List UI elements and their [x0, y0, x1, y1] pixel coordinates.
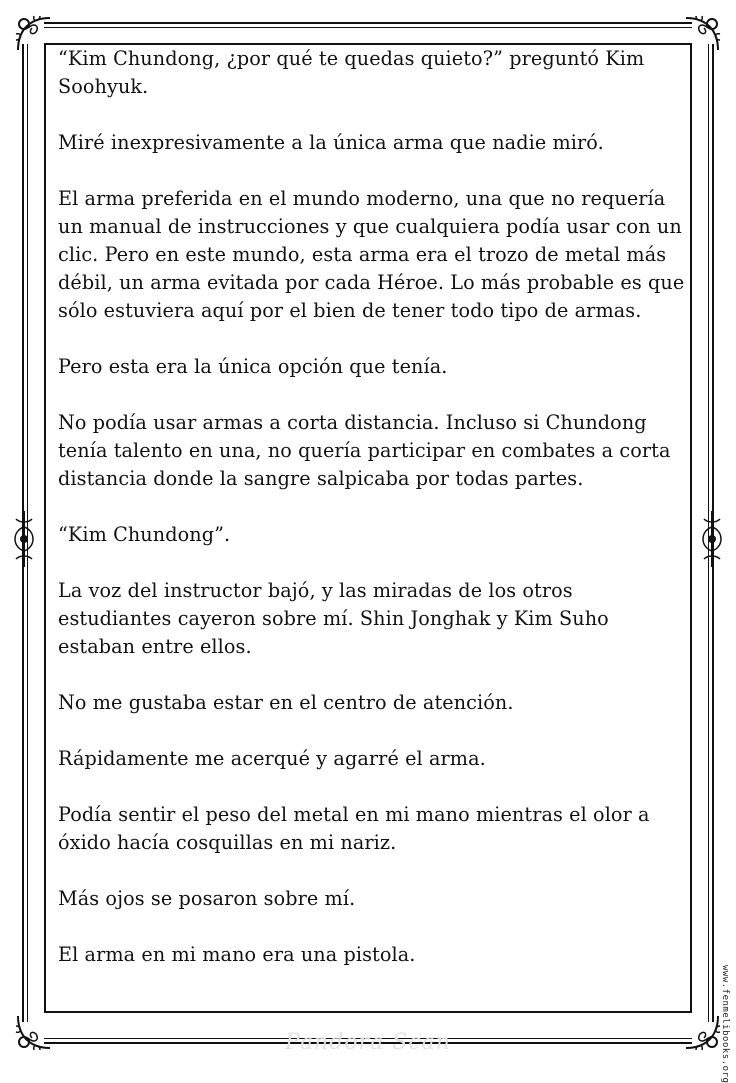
paragraph: Más ojos se posaron sobre mí.	[58, 887, 356, 910]
side-url-text: www.fenmelibooks.org	[720, 965, 730, 1083]
paragraph: El arma en mi mano era una pistola.	[58, 943, 416, 966]
paragraph: Pero esta era la única opción que tenía.	[58, 355, 448, 378]
ornamental-side-flourish-icon	[10, 509, 38, 569]
frame-rule-top	[44, 22, 692, 24]
frame-rule-top-inner	[44, 27, 692, 28]
paragraph: Podía sentir el peso del metal en mi mano mientras el olor a óxido hacía cosquillas en mi nariz.	[58, 803, 650, 854]
ornamental-side-flourish-icon	[698, 509, 726, 569]
paragraph: Rápidamente me acerqué y agarré el arma.	[58, 747, 486, 770]
paragraph: Miré inexpresivamente a la única arma que nadie miró.	[58, 131, 604, 154]
paragraph: No me gustaba estar en el centro de atención.	[58, 691, 514, 714]
paragraph: “Kim Chundong, ¿por qué te quedas quieto?” preguntó Kim Soohyuk.	[58, 47, 645, 98]
story-text	[58, 45, 686, 997]
paragraph: La voz del instructor bajó, y las miradas de los otros estudiantes cayeron sobre mí. Shin Jonghak y Kim Suho estaban entre ellos.	[58, 579, 609, 658]
paragraph: No podía usar armas a corta distancia. Incluso si Chundong tenía talento en una, no quería participar en combates a corta distancia donde la sangre salpicaba por todas partes.	[58, 411, 671, 490]
paragraph: “Kim Chundong”.	[58, 523, 231, 546]
watermark: Pandora Scan	[285, 1030, 451, 1055]
paragraph: El arma preferida en el mundo moderno, una que no requería un manual de instrucciones y que cualquiera podía usar con un clic. Pero en este mundo, esta arma era el trozo de metal más débil, un arma evitada por cada Héroe. Lo más probable es que sólo estuviera aquí por el bien de tener todo tipo de armas.	[58, 187, 685, 322]
